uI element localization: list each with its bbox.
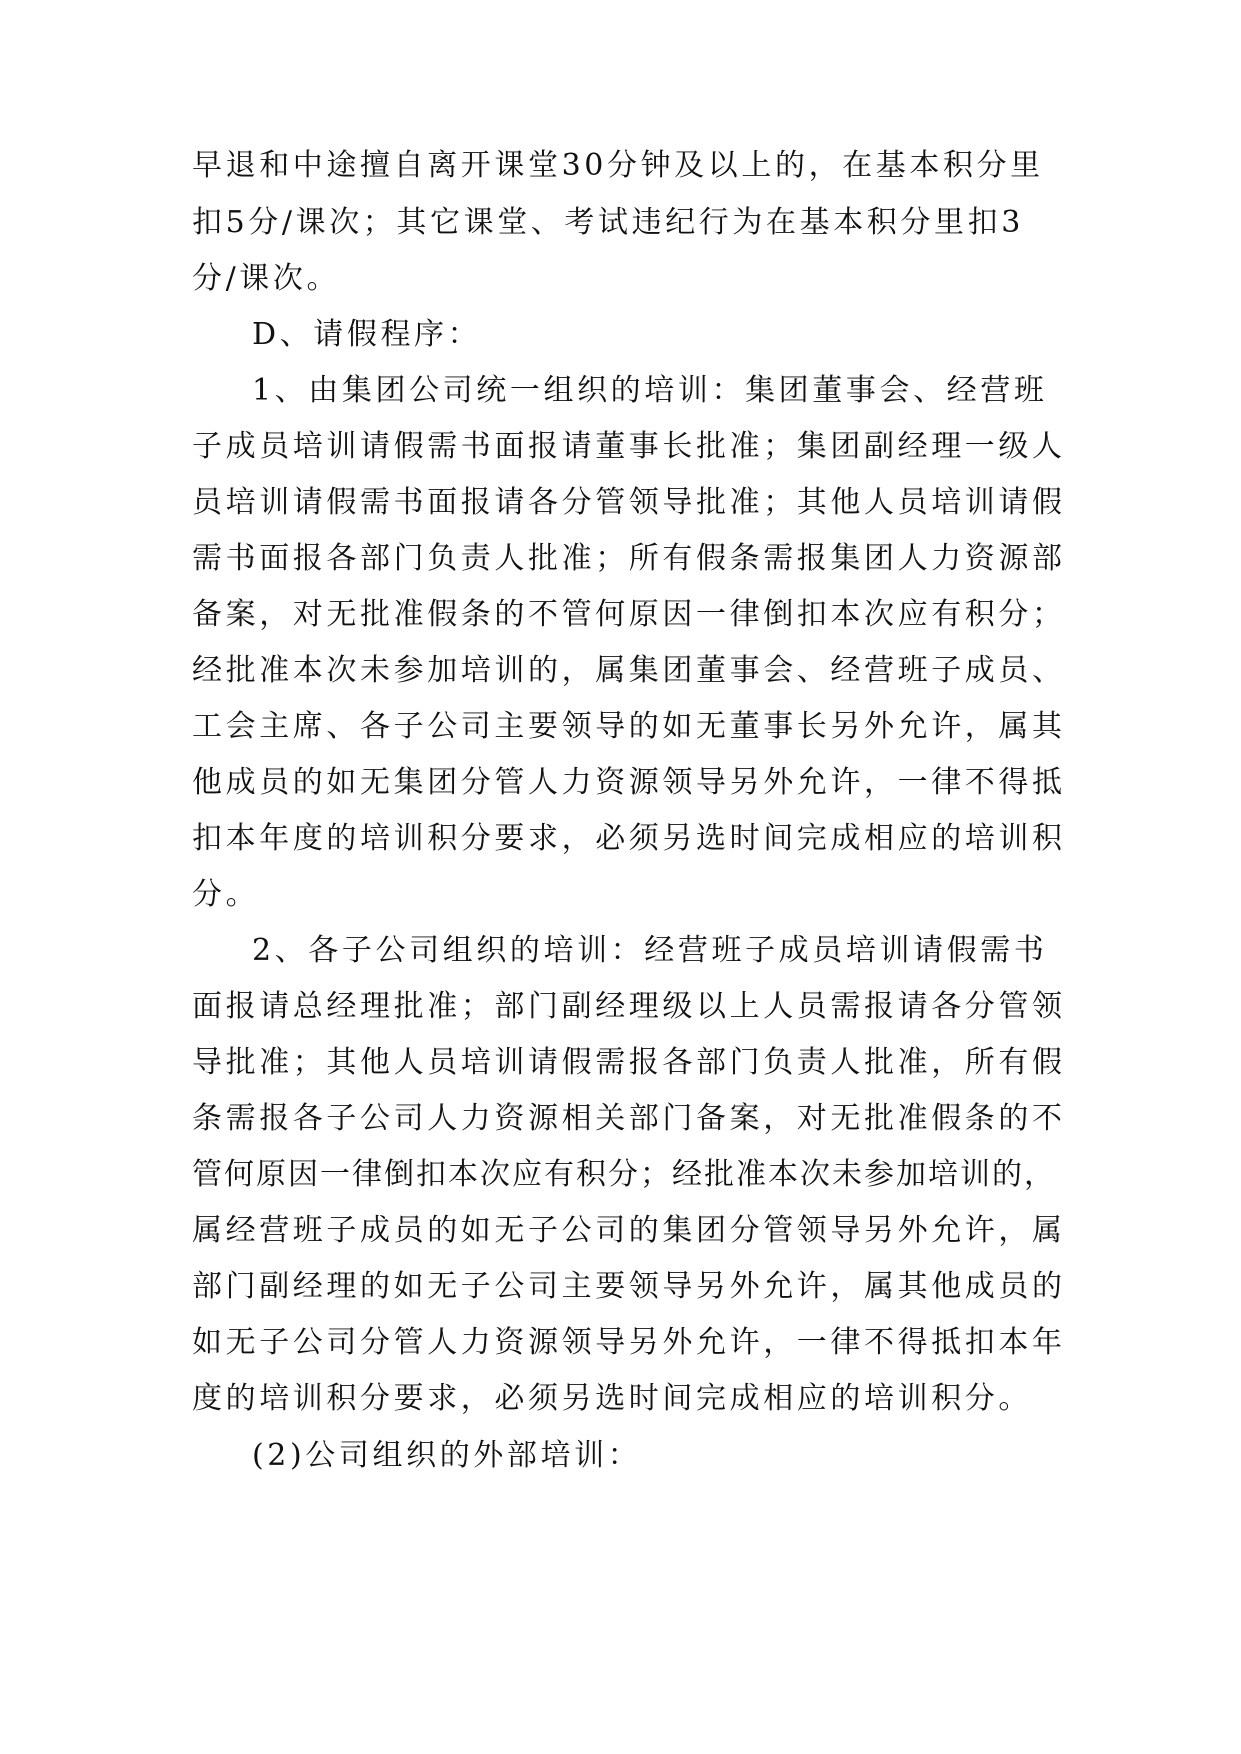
text-line: 如无子公司分管人力资源领导另外允许，一律不得抵扣本年: [192, 1325, 1066, 1360]
text-line: 属经营班子成员的如无子公司的集团分管领导另外允许，属: [192, 1213, 1066, 1248]
text-line: 员培训请假需书面报请各分管领导批准；其他人员培训请假: [192, 485, 1066, 520]
text-line: 条需报各子公司人力资源相关部门备案，对无批准假条的不: [192, 1101, 1066, 1136]
text-line: 面报请总经理批准；部门副经理级以上人员需报请各分管领: [192, 989, 1066, 1024]
text-line: 子成员培训请假需书面报请董事长批准；集团副经理一级人: [192, 429, 1066, 464]
text-line: 工会主席、各子公司主要领导的如无董事长另外允许，属其: [192, 709, 1066, 744]
text-line: 扣5分/课次；其它课堂、考试违纪行为在基本积分里扣3: [192, 205, 1024, 240]
text-line: 备案，对无批准假条的不管何原因一律倒扣本次应有积分；: [192, 597, 1066, 632]
text-line: 扣本年度的培训积分要求，必须另选时间完成相应的培训积: [192, 821, 1066, 856]
text-line: 管何原因一律倒扣本次应有积分；经批准本次未参加培训的，: [192, 1157, 1056, 1192]
text-line: 2、各子公司组织的培训：经营班子成员培训请假需书: [252, 933, 1048, 968]
text-line: 1、由集团公司统一组织的培训：集团董事会、经营班: [252, 373, 1048, 408]
section-heading: D、请假程序：: [252, 317, 482, 352]
text-line: 度的培训积分要求，必须另选时间完成相应的培训积分。: [192, 1381, 1032, 1416]
section-heading: (2)公司组织的外部培训：: [252, 1438, 642, 1473]
text-line: 需书面报各部门负责人批准；所有假条需报集团人力资源部: [192, 541, 1066, 576]
text-line: 分。: [192, 877, 260, 912]
text-line: 导批准；其他人员培训请假需报各部门负责人批准，所有假: [192, 1045, 1066, 1080]
text-line: 经批准本次未参加培训的，属集团董事会、经营班子成员、: [192, 653, 1066, 688]
text-line: 他成员的如无集团分管人力资源领导另外允许，一律不得抵: [192, 765, 1066, 800]
text-line: 早退和中途擅自离开课堂30分钟及以上的，在基本积分里: [192, 148, 1044, 183]
text-line: 分/课次。: [192, 261, 341, 296]
text-line: 部门副经理的如无子公司主要领导另外允许，属其他成员的: [192, 1269, 1066, 1304]
